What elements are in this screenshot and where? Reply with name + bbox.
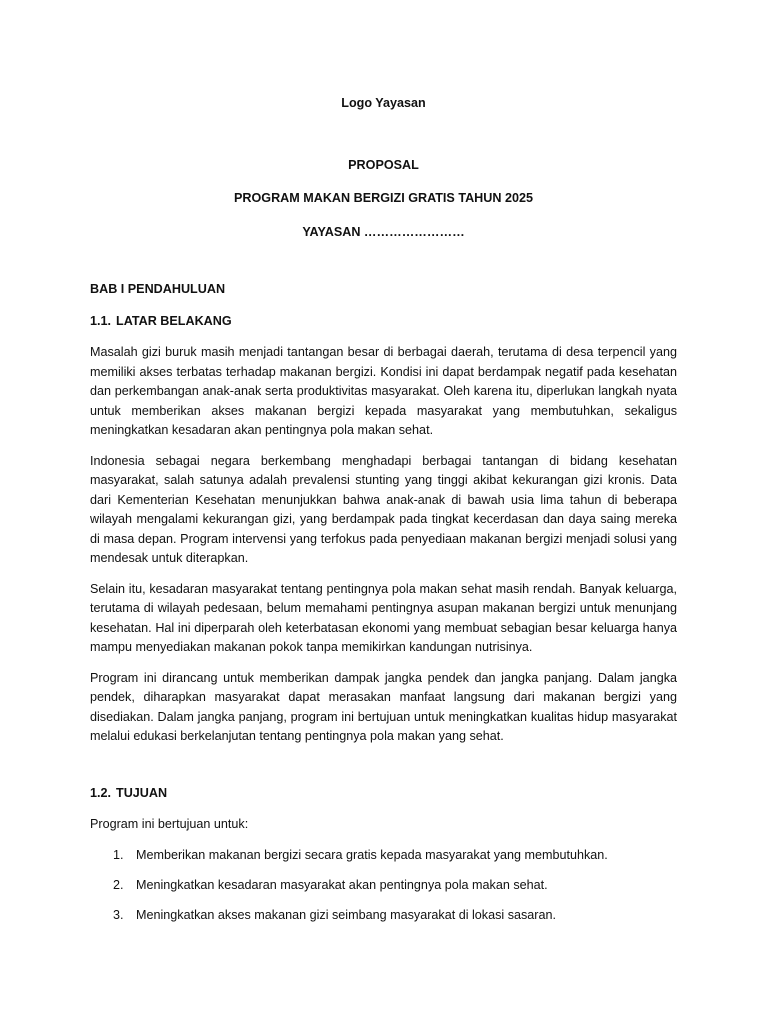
background-paragraph: Selain itu, kesadaran masyarakat tentang pentingnya pola makan sehat masih rendah. Banyak keluarga, terutama di wilayah pedesaan, belum memahami pentingnya asupan makanan bergizi untuk menunjang kesehatan. Hal ini diperparah oleh keterbatasan ekonomi yang membuat sebagian besar keluarga hanya mampu menyediakan makanan pokok tanpa memikirkan kandungan nutrisinya. (90, 581, 677, 654)
section-heading-background (90, 312, 677, 332)
logo-placeholder-text: Logo Yayasan (341, 96, 426, 110)
section-title-text: TUJUAN (116, 785, 168, 800)
list-number: 2. (113, 877, 124, 892)
background-paragraph: Masalah gizi buruk masih menjadi tantangan besar di berbagai daerah, terutama di desa terpencil yang memiliki akses terbatas terhadap makanan bergizi. Kondisi ini dapat berdampak negatif pada kesehatan dan perkembangan anak-anak serta produktivitas masyarakat. Oleh karena itu, diperlukan langkah nyata untuk memberikan akses makanan bergizi kepada masyarakat yang membutuhkan, sekaligus meningkatkan kesadaran akan pentingnya pola makan sehat. (90, 345, 677, 437)
list-item-text: Meningkatkan kesadaran masyarakat akan pentingnya pola makan sehat. (136, 877, 548, 892)
list-item (90, 906, 677, 926)
list-item-text: Memberikan makanan bergizi secara gratis kepada masyarakat yang membutuhkan. (136, 847, 608, 862)
section-number: 1.1. (90, 313, 112, 328)
program-title: PROGRAM MAKAN BERGIZI GRATIS TAHUN 2025 (233, 191, 533, 205)
document-type-heading: PROPOSAL (348, 157, 419, 172)
section-heading-goals (90, 784, 677, 804)
section-spacer (90, 758, 677, 784)
chapter-title: BAB I PENDAHULUAN (90, 282, 226, 296)
foundation-name: YAYASAN …………………… (302, 224, 465, 239)
background-paragraph: Program ini dirancang untuk memberikan dampak jangka pendek dan jangka panjang. Dalam jangka pendek, diharapkan masyarakat dapat merasakan manfaat langsung dari makanan bergizi yang disediakan. Dalam jangka panjang, program ini bertujuan untuk meningkatkan kualitas hidup masyarakat melalui edukasi berkelanjutan tentang pentingnya pola makan yang sehat. (90, 670, 677, 743)
goals-intro: Program ini bertujuan untuk: (90, 817, 249, 831)
list-number: 1. (113, 847, 124, 862)
document-content (90, 94, 677, 936)
background-paragraph: Indonesia sebagai negara berkembang menghadapi berbagai tantangan di bidang kesehatan masyarakat, salah satunya adalah prevalensi stunting yang tinggi akibat kekurangan gizi kronis. Data dari Kementerian Kesehatan menunjukkan bahwa anak-anak di bawah usia lima tahun di beberapa wilayah mengalami kekurangan gizi, yang berdampak pada tingkat kecerdasan dan daya saing mereka di masa depan. Program intervensi yang terfokus pada penyediaan makanan bergizi menjadi solusi yang mendesak untuk diterapkan. (90, 453, 677, 565)
list-number: 3. (113, 907, 124, 922)
section-title-text: LATAR BELAKANG (116, 313, 232, 328)
list-item (90, 876, 677, 896)
list-item-text: Meningkatkan akses makanan gizi seimbang masyarakat di lokasi sasaran. (136, 907, 557, 922)
goals-list (90, 846, 677, 926)
section-number: 1.2. (90, 785, 112, 800)
list-item (90, 846, 677, 866)
